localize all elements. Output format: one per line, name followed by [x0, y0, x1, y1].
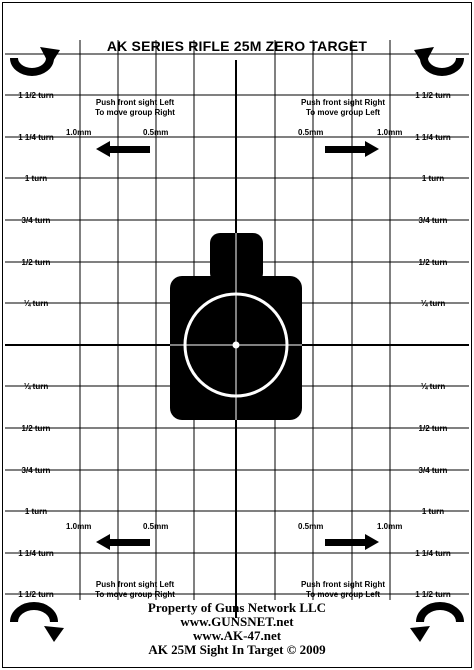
turn-label-right: 1 turn: [421, 507, 445, 516]
turn-label-left: 1 1/4 turn: [18, 549, 54, 558]
mm-label-1mm: 1.0mm: [377, 128, 403, 137]
turn-label-left: 3/4 turn: [21, 216, 51, 225]
instruction-line: To move group Left: [305, 590, 381, 599]
footer-url-ak47: www.AK-47.net: [192, 628, 282, 643]
turn-label-left: 1/2 turn: [21, 424, 51, 433]
turn-label-left: 1 1/2 turn: [18, 91, 54, 100]
turn-label-left: 1 turn: [24, 174, 48, 183]
footer-property: Property of Guns Network LLC: [147, 600, 327, 615]
turn-label-right: 1 1/2 turn: [415, 91, 451, 100]
arrow-left-top-icon: [96, 141, 150, 157]
mm-label-half: 0.5mm: [143, 522, 169, 531]
instruction-line: Push front sight Right: [301, 98, 385, 107]
turn-label-left: 1 turn: [24, 507, 48, 516]
turn-label-left: ¼ turn: [23, 299, 49, 308]
turn-label-right: 1 1/4 turn: [415, 549, 451, 558]
instruction-left-bottom: [70, 580, 200, 600]
instruction-right-bottom: [278, 580, 408, 600]
instruction-line: To move group Left: [305, 108, 381, 117]
center-dot: [233, 342, 240, 349]
turn-label-left: 1 1/2 turn: [18, 590, 54, 599]
instruction-right-top: [278, 98, 408, 118]
mm-label-1mm: 1.0mm: [66, 522, 92, 531]
turn-label-left: ¼ turn: [23, 382, 49, 391]
turn-label-right: 3/4 turn: [418, 466, 448, 475]
mm-label-half: 0.5mm: [298, 128, 324, 137]
arrow-left-bottom-icon: [96, 534, 150, 550]
turn-label-right: 1 turn: [421, 174, 445, 183]
silhouette-target: [170, 233, 302, 420]
page-title: AK SERIES RIFLE 25M ZERO TARGET: [106, 38, 368, 54]
mm-label-half: 0.5mm: [298, 522, 324, 531]
footer-url-gunsnet: www.GUNSNET.net: [180, 614, 294, 629]
turn-label-left: 1 1/4 turn: [18, 133, 54, 142]
turn-label-left: 1/2 turn: [21, 258, 51, 267]
mm-label-half: 0.5mm: [143, 128, 169, 137]
instruction-line: Push front sight Left: [95, 98, 175, 107]
mm-label-1mm: 1.0mm: [66, 128, 92, 137]
instruction-line: To move group Right: [95, 590, 175, 599]
instruction-left-top: [70, 98, 200, 118]
turn-label-right: 3/4 turn: [418, 216, 448, 225]
turn-label-right: 1/2 turn: [418, 258, 448, 267]
turn-label-right: ¼ turn: [420, 299, 446, 308]
footer-copyright: AK 25M Sight In Target © 2009: [148, 642, 326, 657]
instruction-line: Push front sight Right: [301, 580, 385, 589]
turn-label-left: 3/4 turn: [21, 466, 51, 475]
turn-label-right: ¼ turn: [420, 382, 446, 391]
instruction-line: To move group Right: [95, 108, 175, 117]
instruction-line: Push front sight Left: [95, 580, 175, 589]
turn-label-right: 1/2 turn: [418, 424, 448, 433]
turn-label-right: 1 1/4 turn: [415, 133, 451, 142]
mm-label-1mm: 1.0mm: [377, 522, 403, 531]
turn-label-right: 1 1/2 turn: [415, 590, 451, 599]
